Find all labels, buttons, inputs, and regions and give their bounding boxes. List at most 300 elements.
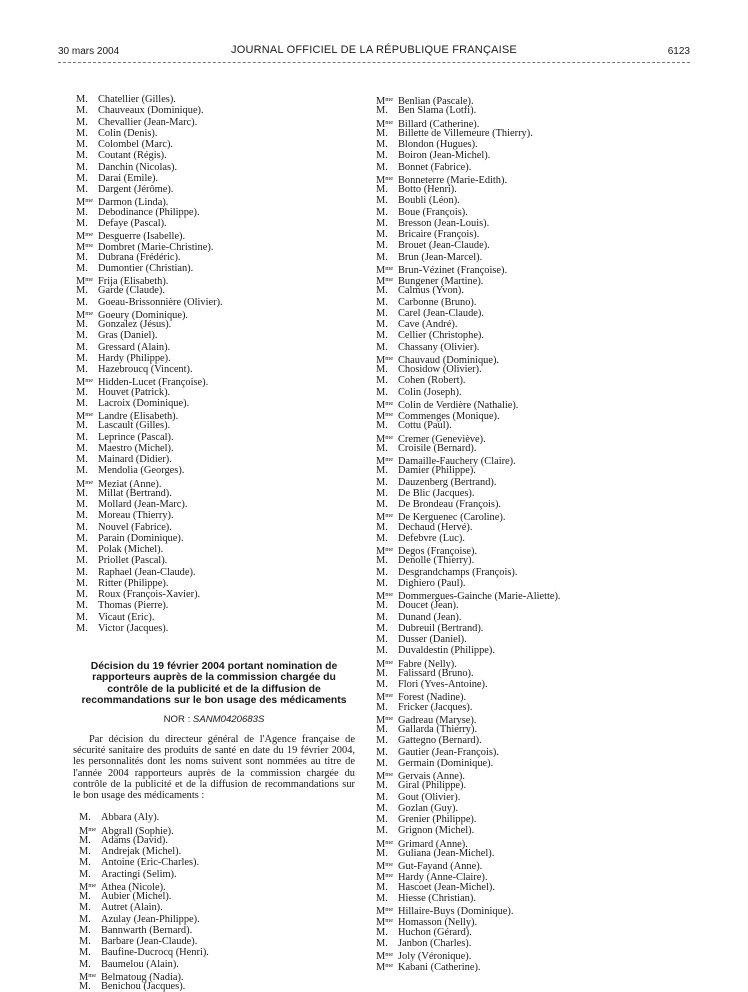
title-abbrev: $M^{me}$ bbox=[76, 197, 94, 209]
person-name: Barbare (Jean-Claude). bbox=[101, 936, 198, 948]
list-item bbox=[76, 105, 366, 116]
list-item bbox=[79, 902, 366, 913]
list-item bbox=[376, 454, 666, 465]
list-item bbox=[376, 499, 666, 510]
title-abbrev: $M^{me}$ bbox=[376, 692, 394, 704]
title-abbrev: M. bbox=[76, 352, 88, 364]
title-abbrev: M. bbox=[76, 611, 88, 623]
list-item bbox=[79, 891, 366, 902]
title-abbrev: $M^{me}$ bbox=[76, 478, 94, 490]
list-item bbox=[376, 150, 666, 161]
title-abbrev: M. bbox=[79, 947, 91, 959]
person-name: Germain (Dominique). bbox=[398, 757, 494, 769]
person-name: Belmatoug (Nadia). bbox=[101, 971, 184, 983]
list-item bbox=[76, 139, 366, 150]
person-name: Flori (Yves-Antoine). bbox=[398, 679, 488, 690]
title-abbrev: M. bbox=[76, 251, 88, 263]
title-abbrev: M. bbox=[376, 386, 388, 398]
person-name: Carbonne (Bruno). bbox=[398, 296, 477, 308]
left-column bbox=[73, 94, 366, 992]
title-abbrev: M. bbox=[376, 150, 388, 162]
nor-reference bbox=[73, 714, 355, 725]
person-name: Duvaldestin (Philippe). bbox=[398, 645, 495, 657]
person-name: Billette de Villemeure (Thierry). bbox=[398, 127, 533, 139]
person-name: Ben Slama (Lotfi). bbox=[398, 105, 477, 117]
list-item bbox=[376, 342, 666, 353]
person-name: Goeury (Dominique). bbox=[98, 309, 189, 321]
list-item bbox=[376, 522, 666, 533]
page-number: 6123 bbox=[667, 46, 690, 57]
person-name: Homasson (Nelly). bbox=[398, 917, 478, 929]
list-item bbox=[376, 285, 666, 296]
list-item bbox=[376, 353, 666, 364]
title-abbrev: $M^{me}$ bbox=[376, 264, 394, 276]
person-name: Gras (Daniel). bbox=[98, 330, 158, 342]
title-abbrev: M. bbox=[376, 532, 388, 544]
list-item bbox=[376, 814, 666, 825]
list-item bbox=[76, 567, 366, 578]
title-abbrev: M. bbox=[376, 499, 388, 510]
title-abbrev: M. bbox=[376, 701, 388, 713]
title-abbrev: M. bbox=[376, 296, 388, 308]
title-abbrev: $M^{me}$ bbox=[376, 861, 394, 872]
rapporteur-list-continued bbox=[376, 94, 666, 972]
title-abbrev: M. bbox=[76, 94, 88, 105]
page-header bbox=[58, 44, 690, 62]
title-abbrev: M. bbox=[76, 105, 88, 117]
person-name: Grignon (Michel). bbox=[398, 825, 475, 837]
title-abbrev: M. bbox=[76, 577, 88, 589]
title-abbrev: $M^{me}$ bbox=[376, 917, 394, 929]
list-item bbox=[76, 353, 366, 364]
title-abbrev: M. bbox=[376, 926, 388, 938]
list-item bbox=[376, 668, 666, 679]
list-item bbox=[376, 882, 666, 893]
title-abbrev: M. bbox=[376, 240, 388, 252]
person-name: Abgrall (Sophie). bbox=[101, 825, 174, 837]
person-name: Goeau-Brissonnière (Olivier). bbox=[98, 296, 223, 308]
person-name: Falissard (Bruno). bbox=[398, 667, 474, 679]
title-abbrev: $M^{me}$ bbox=[376, 658, 394, 670]
person-name: Gautier (Jean-François). bbox=[398, 746, 499, 758]
person-name: Dumontier (Christian). bbox=[98, 262, 194, 274]
list-item bbox=[76, 117, 366, 128]
list-item bbox=[76, 443, 366, 454]
title-abbrev: M. bbox=[76, 510, 88, 522]
title-abbrev: M. bbox=[376, 814, 388, 825]
list-item bbox=[79, 981, 366, 992]
person-name: Hillaire-Buys (Dominique). bbox=[398, 906, 514, 917]
list-item bbox=[376, 297, 666, 308]
title-abbrev: M. bbox=[79, 936, 91, 948]
title-abbrev: $M^{me}$ bbox=[376, 872, 394, 884]
person-name: Gattegno (Bernard). bbox=[398, 735, 482, 747]
list-item bbox=[79, 846, 366, 857]
person-name: Hidden-Lucet (Françoise). bbox=[98, 377, 209, 389]
list-item bbox=[376, 274, 666, 285]
person-name: Dunand (Jean). bbox=[398, 611, 462, 623]
person-name: Grenier (Philippe). bbox=[398, 814, 477, 825]
title-abbrev: M. bbox=[376, 319, 388, 330]
title-abbrev: M. bbox=[76, 589, 88, 600]
person-name: Billard (Catherine). bbox=[398, 118, 480, 130]
list-item bbox=[376, 837, 666, 848]
title-abbrev: $M^{me}$ bbox=[376, 433, 394, 445]
list-item bbox=[376, 848, 666, 859]
person-name: Grimard (Anne). bbox=[398, 838, 468, 850]
person-name: Giral (Philippe). bbox=[398, 780, 467, 792]
person-name: Azulay (Jean-Philippe). bbox=[101, 913, 200, 925]
title-abbrev: M. bbox=[76, 532, 88, 544]
list-item bbox=[376, 859, 666, 870]
person-name: Chauvaud (Dominique). bbox=[398, 354, 499, 366]
title-abbrev: M. bbox=[76, 184, 88, 195]
person-name: Leprince (Pascal). bbox=[98, 431, 174, 443]
person-name: Frija (Elisabeth). bbox=[98, 276, 169, 287]
title-abbrev: $M^{me}$ bbox=[376, 174, 394, 186]
list-item bbox=[79, 914, 366, 925]
title-abbrev: M. bbox=[76, 330, 88, 342]
person-name: Hascoet (Jean-Michel). bbox=[398, 881, 495, 893]
decision-section bbox=[73, 661, 355, 801]
list-item bbox=[376, 240, 666, 251]
list-item bbox=[376, 690, 666, 704]
title-abbrev: $M^{me}$ bbox=[76, 231, 94, 242]
list-item bbox=[376, 432, 666, 443]
person-name: Chosidow (Olivier). bbox=[398, 364, 482, 375]
person-name: Baufine-Ducrocq (Henri). bbox=[101, 947, 209, 959]
title-abbrev: M. bbox=[376, 161, 388, 173]
title-abbrev: $M^{me}$ bbox=[76, 377, 94, 389]
person-name: Bonnet (Fabrice). bbox=[398, 161, 472, 173]
list-item bbox=[376, 657, 666, 668]
list-item bbox=[376, 938, 666, 949]
person-name: Hardy (Philippe). bbox=[98, 352, 171, 364]
person-name: Mollard (Jean-Marc). bbox=[98, 499, 188, 510]
list-item bbox=[79, 970, 366, 981]
list-item bbox=[376, 184, 666, 195]
person-name: Gressard (Alain). bbox=[98, 341, 171, 353]
person-name: Boue (François). bbox=[398, 206, 468, 218]
title-abbrev: $M^{me}$ bbox=[376, 546, 394, 557]
list-item bbox=[376, 702, 666, 713]
person-name: Dechaud (Hervé). bbox=[398, 521, 473, 533]
title-abbrev: M. bbox=[376, 229, 388, 240]
list-item bbox=[76, 398, 366, 409]
person-name: Polak (Michel). bbox=[98, 544, 164, 555]
title-abbrev: M. bbox=[376, 127, 388, 139]
person-name: Darai (Emile). bbox=[98, 172, 159, 184]
person-name: Colin (Joseph). bbox=[398, 386, 462, 398]
list-item bbox=[376, 465, 666, 476]
person-name: Roux (François-Xavier). bbox=[98, 589, 201, 600]
journal-title: JOURNAL OFFICIEL DE LA RÉPUBLIQUE FRANÇAISE bbox=[231, 44, 517, 56]
list-item bbox=[76, 218, 366, 229]
list-item bbox=[76, 162, 366, 173]
person-name: Autret (Alain). bbox=[101, 902, 163, 914]
title-abbrev: M. bbox=[79, 902, 91, 914]
title-abbrev: M. bbox=[376, 611, 388, 623]
person-name: Garde (Claude). bbox=[98, 285, 165, 297]
title-abbrev: M. bbox=[376, 487, 388, 499]
title-abbrev: M. bbox=[376, 307, 388, 319]
list-item bbox=[376, 724, 666, 735]
title-abbrev: M. bbox=[376, 375, 388, 387]
person-name: Gout (Olivier). bbox=[398, 791, 461, 803]
person-name: Janbon (Charles). bbox=[398, 937, 472, 949]
title-abbrev: $M^{me}$ bbox=[76, 276, 94, 287]
decision-title: Décision du 19 février 2004 portant nomination de rapporteurs auprès de la commission chargée du contrôle de la publicité et de la diffusion de recommandations sur le bon usage des médicaments bbox=[81, 661, 347, 707]
title-abbrev: M. bbox=[376, 555, 388, 567]
person-name: Huchon (Gérard). bbox=[398, 926, 472, 938]
list-item bbox=[376, 769, 666, 780]
title-abbrev: M. bbox=[376, 577, 388, 589]
list-item bbox=[376, 927, 666, 938]
person-name: Darmon (Linda). bbox=[98, 197, 169, 209]
person-name: Aractingi (Selim). bbox=[101, 868, 177, 880]
person-name: Dubreuil (Bertrand). bbox=[398, 622, 484, 634]
person-name: Mainard (Didier). bbox=[98, 454, 172, 465]
person-name: Vicaut (Eric). bbox=[98, 611, 155, 623]
title-abbrev: $M^{me}$ bbox=[376, 118, 394, 130]
decision-body: Par décision du directeur général de l'Agence française de sécurité sanitaire des produits de santé en date du 19 février 2004, les personnalités dont les noms suivent sont nommées au titre de l'année 2004 rapporteurs auprès de la commission chargée du contrôle de la publicité et de la diffusion de recommandations sur le bon usage des médicaments : bbox=[73, 733, 355, 802]
title-abbrev: $M^{me}$ bbox=[376, 771, 394, 782]
list-item bbox=[376, 825, 666, 836]
list-item bbox=[376, 713, 666, 724]
person-name: Damaille-Fauchery (Claire). bbox=[398, 456, 516, 467]
title-abbrev: M. bbox=[76, 465, 88, 477]
list-item bbox=[76, 263, 366, 274]
right-column bbox=[376, 94, 666, 972]
list-item bbox=[376, 229, 666, 240]
title-abbrev: M. bbox=[76, 600, 88, 612]
list-item bbox=[376, 139, 666, 150]
title-abbrev: M. bbox=[376, 847, 388, 859]
list-item bbox=[376, 398, 666, 409]
list-item bbox=[376, 533, 666, 544]
title-abbrev: M. bbox=[76, 116, 88, 128]
list-item bbox=[376, 893, 666, 904]
person-name: Priollet (Pascal). bbox=[98, 555, 168, 567]
person-name: Gonzalez (Jésus). bbox=[98, 319, 172, 330]
title-abbrev: $M^{me}$ bbox=[376, 714, 394, 726]
list-item bbox=[376, 308, 666, 319]
list-item bbox=[76, 128, 366, 139]
list-item bbox=[376, 904, 666, 915]
list-item bbox=[376, 387, 666, 398]
list-item bbox=[79, 936, 366, 947]
person-name: Chassany (Olivier). bbox=[398, 341, 480, 353]
title-abbrev: M. bbox=[376, 825, 388, 837]
list-item bbox=[376, 735, 666, 746]
person-name: Dargent (Jérôme). bbox=[98, 184, 174, 195]
person-name: Degos (Françoise). bbox=[398, 546, 478, 557]
person-name: Landre (Elisabeth). bbox=[98, 411, 179, 422]
person-name: Meziat (Anne). bbox=[98, 478, 162, 490]
person-name: Dommergues-Gainche (Marie-Aliette). bbox=[398, 591, 561, 602]
list-item bbox=[79, 824, 366, 835]
title-abbrev: M. bbox=[76, 397, 88, 409]
list-item bbox=[376, 263, 666, 274]
list-item bbox=[376, 623, 666, 634]
list-item bbox=[76, 285, 366, 296]
person-name: Brouet (Jean-Claude). bbox=[398, 240, 490, 252]
title-abbrev: M. bbox=[79, 834, 91, 846]
title-abbrev: M. bbox=[376, 746, 388, 758]
person-name: Dauzenberg (Bertrand). bbox=[398, 476, 497, 488]
header-rule bbox=[58, 62, 690, 63]
title-abbrev: M. bbox=[376, 442, 388, 454]
title-abbrev: M. bbox=[76, 341, 88, 353]
title-abbrev: M. bbox=[76, 127, 88, 139]
list-item bbox=[76, 207, 366, 218]
list-item bbox=[76, 420, 366, 431]
list-item bbox=[376, 128, 666, 139]
nor-label: NOR : bbox=[163, 713, 191, 725]
person-name: Benlian (Pascale). bbox=[398, 96, 474, 107]
title-abbrev: $M^{me}$ bbox=[376, 411, 394, 422]
list-item bbox=[376, 364, 666, 375]
person-name: Antoine (Eric-Charles). bbox=[101, 857, 200, 869]
person-name: Fricker (Jacques). bbox=[398, 701, 473, 713]
title-abbrev: M. bbox=[76, 499, 88, 510]
person-name: Brun (Jean-Marcel). bbox=[398, 251, 483, 263]
title-abbrev: M. bbox=[376, 600, 388, 612]
title-abbrev: $M^{me}$ bbox=[76, 242, 94, 254]
title-abbrev: $M^{me}$ bbox=[376, 456, 394, 467]
title-abbrev: M. bbox=[376, 105, 388, 117]
title-abbrev: M. bbox=[376, 634, 388, 645]
title-abbrev: M. bbox=[79, 857, 91, 869]
title-abbrev: M. bbox=[376, 892, 388, 904]
person-name: Lacroix (Dominique). bbox=[98, 397, 190, 409]
person-name: Gut-Fayand (Anne). bbox=[398, 861, 483, 872]
title-abbrev: $M^{me}$ bbox=[79, 881, 97, 893]
list-item bbox=[376, 252, 666, 263]
title-abbrev: M. bbox=[376, 881, 388, 893]
person-name: Cellier (Christophe). bbox=[398, 330, 484, 342]
title-abbrev: $M^{me}$ bbox=[376, 951, 394, 962]
title-abbrev: M. bbox=[76, 555, 88, 567]
list-item bbox=[376, 780, 666, 791]
list-item bbox=[376, 645, 666, 656]
title-abbrev: $M^{me}$ bbox=[376, 354, 394, 366]
person-name: Moreau (Thierry). bbox=[98, 510, 174, 522]
list-item bbox=[376, 218, 666, 229]
person-name: Commenges (Monique). bbox=[398, 411, 500, 422]
list-item bbox=[76, 578, 366, 589]
person-name: Ritter (Philippe). bbox=[98, 577, 169, 589]
list-item bbox=[376, 162, 666, 173]
title-abbrev: M. bbox=[376, 285, 388, 297]
title-abbrev: M. bbox=[376, 937, 388, 949]
person-name: Bonneterre (Marie-Edith). bbox=[398, 174, 508, 186]
title-abbrev: M. bbox=[76, 139, 88, 150]
person-name: Gozlan (Guy). bbox=[398, 802, 459, 814]
title-abbrev: $M^{me}$ bbox=[376, 96, 394, 107]
title-abbrev: M. bbox=[376, 217, 388, 229]
person-name: Chatellier (Gilles). bbox=[98, 94, 176, 105]
list-item bbox=[76, 195, 366, 209]
title-abbrev: M. bbox=[376, 465, 388, 477]
person-name: Gadreau (Maryse). bbox=[398, 714, 477, 726]
list-item bbox=[376, 612, 666, 623]
person-name: Parain (Dominique). bbox=[98, 532, 184, 544]
title-abbrev: M. bbox=[376, 802, 388, 814]
person-name: Hardy (Anne-Claire). bbox=[398, 872, 488, 884]
list-item bbox=[79, 880, 366, 891]
person-name: Blondon (Hugues). bbox=[398, 139, 478, 150]
person-name: Calmus (Yvon). bbox=[398, 285, 464, 297]
person-name: Cohen (Robert). bbox=[398, 375, 466, 387]
title-abbrev: M. bbox=[376, 195, 388, 207]
person-name: Millat (Bertrand). bbox=[98, 487, 172, 499]
title-abbrev: M. bbox=[76, 262, 88, 274]
title-abbrev: M. bbox=[376, 735, 388, 747]
list-item bbox=[76, 454, 366, 465]
person-name: Bungener (Martine). bbox=[398, 276, 484, 287]
title-abbrev: M. bbox=[79, 868, 91, 880]
title-abbrev: M. bbox=[76, 420, 88, 432]
list-item bbox=[376, 94, 666, 105]
title-abbrev: $M^{me}$ bbox=[79, 825, 97, 837]
list-item bbox=[76, 308, 366, 319]
person-name: Bannwarth (Bernard). bbox=[101, 924, 193, 936]
title-abbrev: $M^{me}$ bbox=[376, 906, 394, 917]
person-name: Colin (Denis). bbox=[98, 127, 158, 139]
title-abbrev: M. bbox=[79, 924, 91, 936]
list-item bbox=[376, 173, 666, 184]
title-abbrev: $M^{me}$ bbox=[376, 276, 394, 287]
list-item bbox=[376, 679, 666, 690]
person-name: Boiron (Jean-Michel). bbox=[398, 150, 491, 162]
person-name: Bresson (Jean-Louis). bbox=[398, 217, 490, 229]
list-item bbox=[79, 925, 366, 936]
title-abbrev: M. bbox=[76, 566, 88, 578]
list-item bbox=[76, 173, 366, 184]
list-item bbox=[76, 274, 366, 285]
person-name: Dubrana (Frédéric). bbox=[98, 251, 181, 263]
list-item bbox=[376, 634, 666, 645]
list-item bbox=[76, 375, 366, 389]
list-item bbox=[76, 252, 366, 263]
person-name: Aubier (Michel). bbox=[101, 891, 172, 903]
list-item bbox=[79, 947, 366, 958]
person-name: Andrejak (Michel). bbox=[101, 846, 182, 858]
person-name: Raphael (Jean-Claude). bbox=[98, 566, 196, 578]
title-abbrev: M. bbox=[79, 812, 91, 824]
list-item bbox=[376, 960, 666, 974]
list-item bbox=[76, 612, 366, 623]
person-name: Bricaire (François). bbox=[398, 229, 480, 240]
title-abbrev: M. bbox=[376, 724, 388, 735]
person-name: Hiesse (Christian). bbox=[398, 892, 476, 904]
person-name: Croisile (Bernard). bbox=[398, 442, 477, 454]
list-item bbox=[376, 420, 666, 431]
title-abbrev: M. bbox=[79, 913, 91, 925]
person-name: Abbara (Aly). bbox=[101, 812, 160, 824]
person-name: Botto (Henri). bbox=[398, 184, 457, 195]
title-abbrev: M. bbox=[76, 487, 88, 499]
nor-code: SANM0420683S bbox=[192, 713, 265, 725]
title-abbrev: M. bbox=[79, 891, 91, 903]
list-item bbox=[76, 330, 366, 341]
title-abbrev: M. bbox=[76, 296, 88, 308]
person-name: Dusser (Daniel). bbox=[398, 634, 467, 645]
person-name: Athea (Nicole). bbox=[101, 881, 166, 893]
title-abbrev: M. bbox=[376, 566, 388, 578]
title-abbrev: M. bbox=[376, 330, 388, 342]
